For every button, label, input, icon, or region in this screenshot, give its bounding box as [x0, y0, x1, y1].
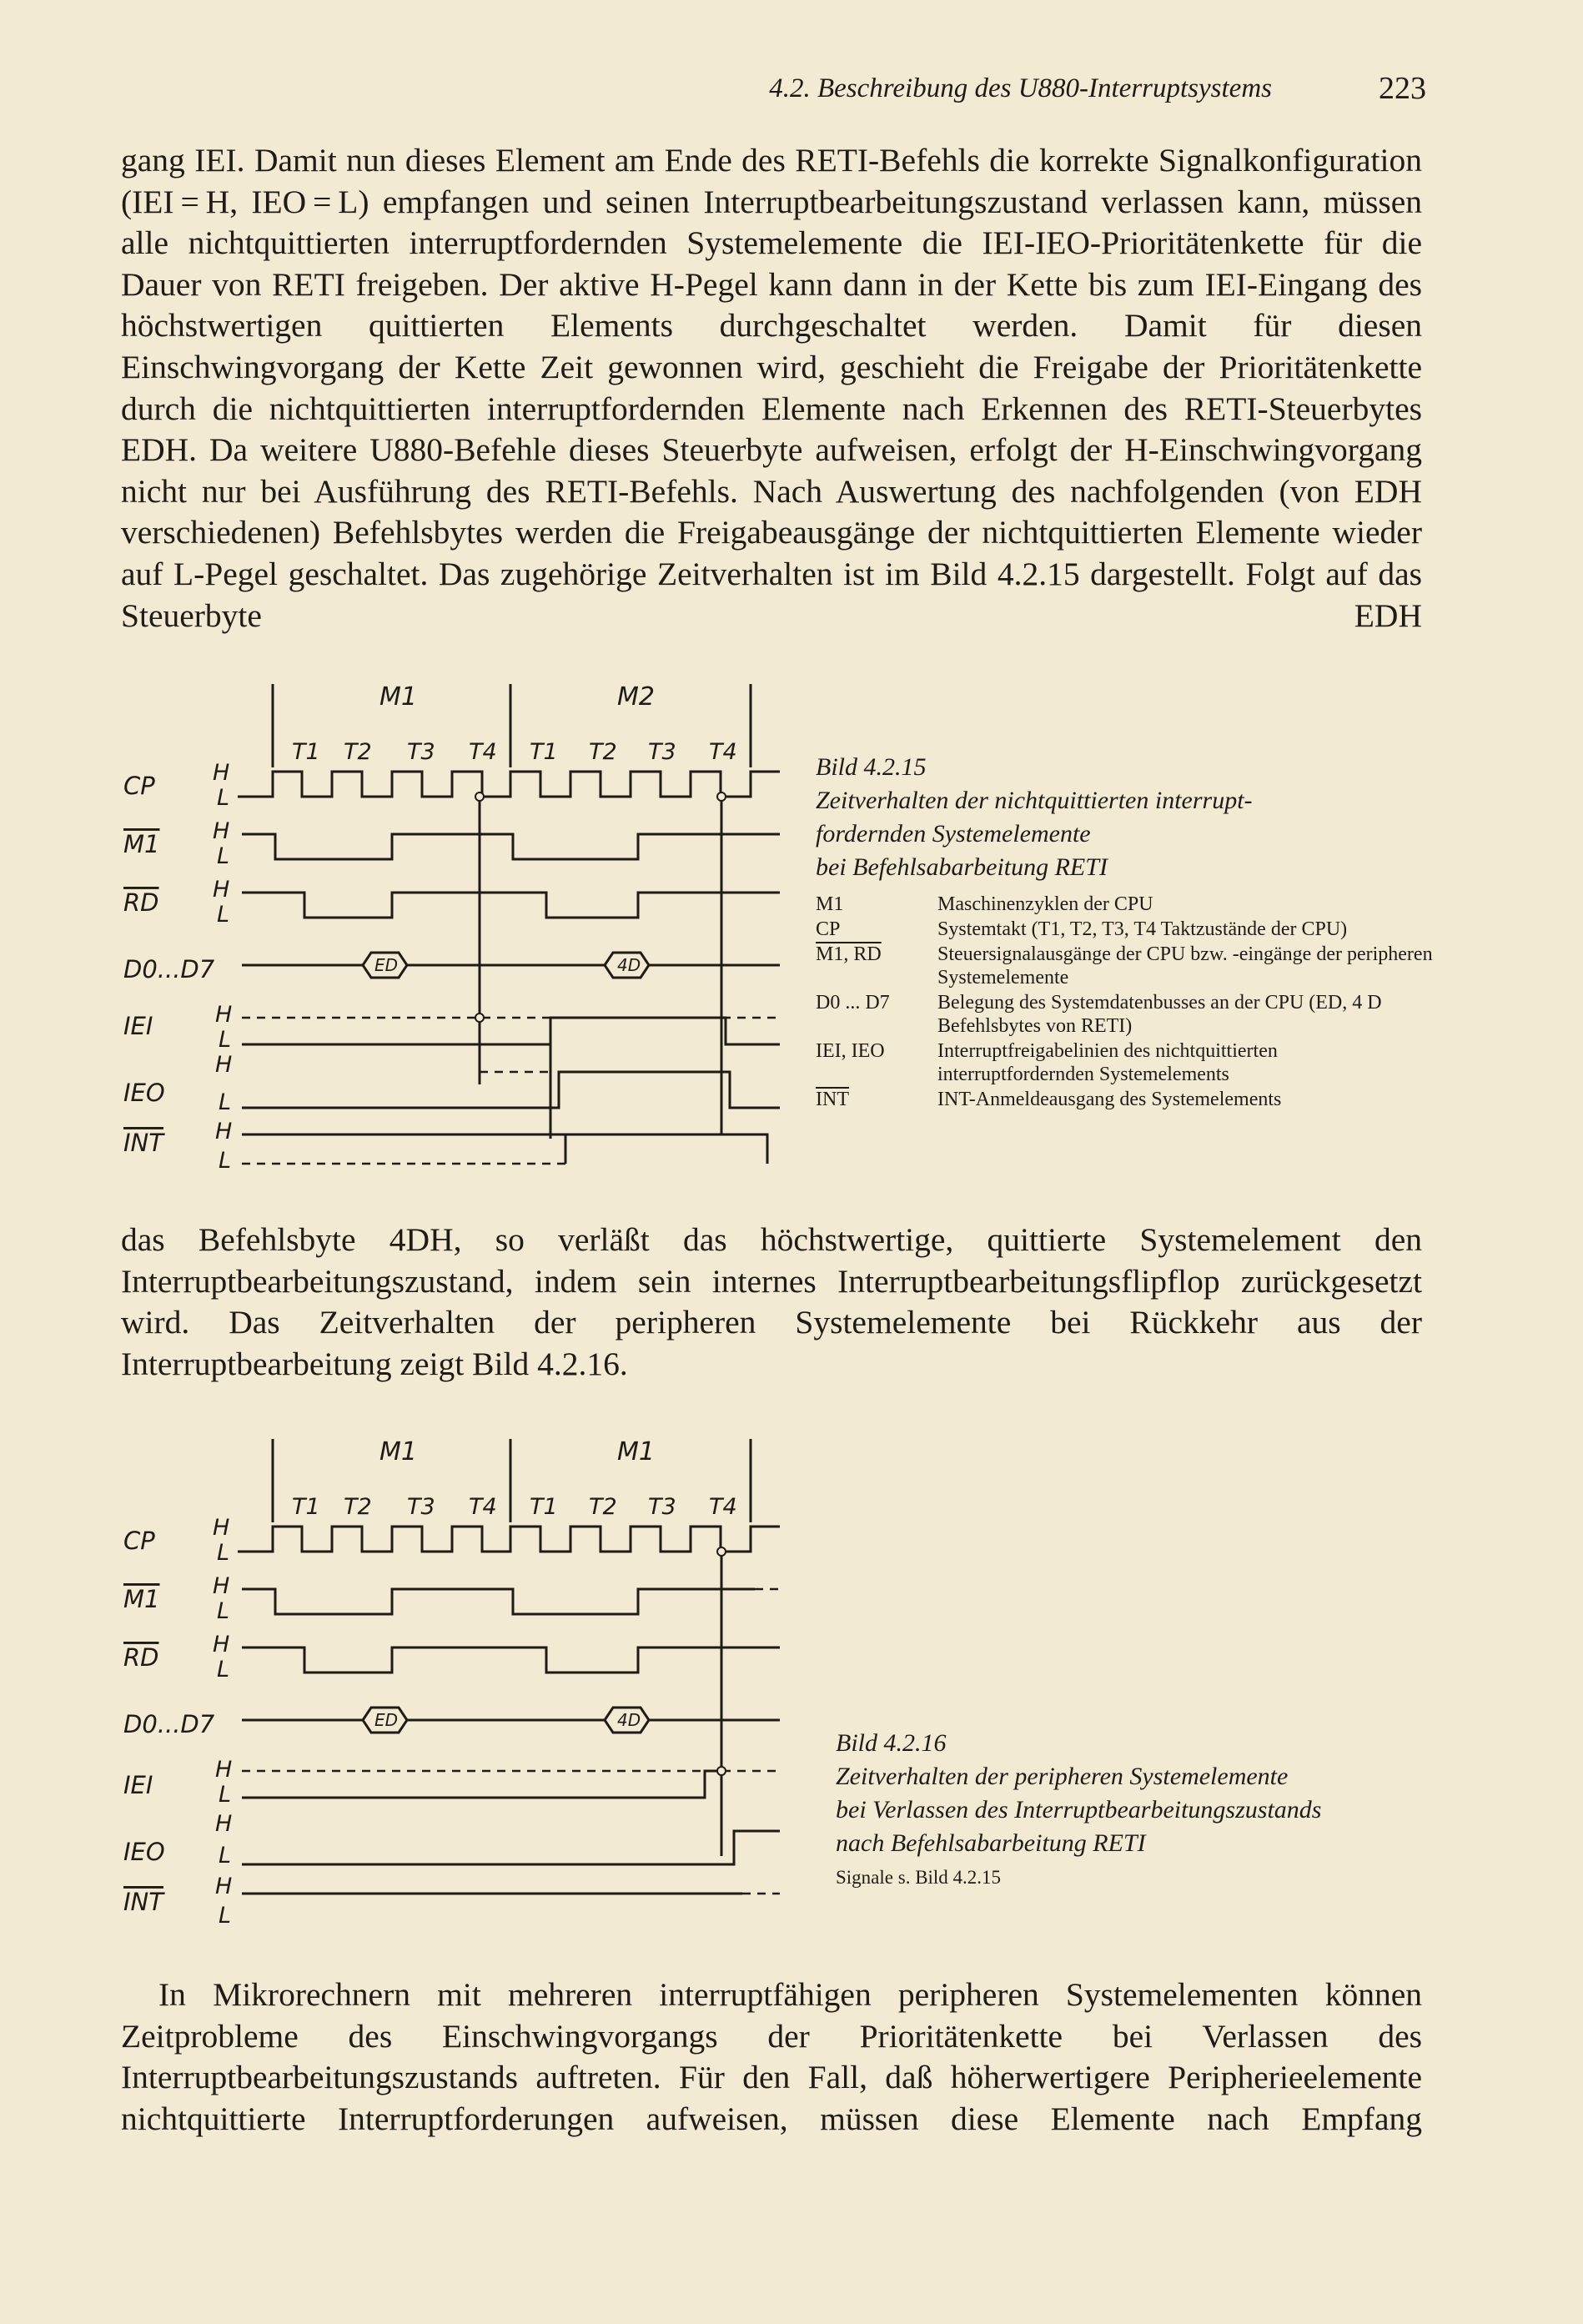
int-waveform — [242, 1134, 767, 1164]
figure-1-title: Bild 4.2.15 — [816, 753, 927, 781]
svg-text:ED: ED — [374, 1710, 399, 1730]
figure-4-2-16-timing-diagram — [0, 1422, 817, 1939]
svg-text:4D: 4D — [617, 1710, 641, 1730]
svg-text:T1: T1 — [530, 1494, 558, 1520]
legend-row: M1 Maschinenzyklen der CPU — [816, 893, 1153, 915]
figure-1-legend — [816, 893, 1433, 1113]
signal-label-m1: M1 — [123, 1585, 160, 1613]
figure-2-caption-line: bei Verlassen des Interruptbearbeitungszustands — [836, 1796, 1322, 1823]
svg-text:T3: T3 — [407, 1494, 435, 1520]
svg-text:H: H — [215, 1811, 233, 1837]
svg-text:L: L — [217, 1540, 230, 1566]
signal-label-cp: CP — [123, 1527, 155, 1555]
svg-text:4D: 4D — [617, 955, 641, 975]
svg-text:ED: ED — [374, 955, 399, 975]
cp-waveform — [238, 1527, 780, 1552]
svg-text:H: H — [215, 1874, 233, 1899]
svg-text:T4: T4 — [469, 1494, 497, 1520]
level-labels — [213, 760, 232, 1174]
svg-text:H: H — [213, 760, 230, 786]
signal-label-data-bus: D0...D7 — [123, 1710, 215, 1738]
rd-waveform — [242, 893, 780, 918]
svg-text:L: L — [219, 1903, 232, 1929]
figure-1-caption — [816, 751, 1253, 884]
t-state-labels — [292, 1494, 737, 1520]
paragraph-2: das Befehlsbyte 4DH, so verläßt das höchstwertige, quittierte Systemelement den Interruptbearbeitungszustand, indem sein internes Interruptbearbeitungsflipflop zurückgesetzt wird. Das Zeitverhalten der peripheren Systemelemente bei Rückkehr aus der Interruptbearbeitung zeigt Bild 4.2.16. — [121, 1221, 1422, 1382]
legend-row: IEI, IEO Interruptfreigabelinien des nichtquittierten interruptfordernden Systemelements — [816, 1040, 1278, 1085]
signal-label-rd: RD — [123, 888, 159, 917]
legend-row: D0 ... D7 Belegung des Systemdatenbusses an der CPU (ED, 4 D Befehlsbytes von RETI) — [816, 992, 1382, 1037]
svg-text:T2: T2 — [589, 1494, 617, 1520]
timing-markers — [717, 1547, 726, 1856]
figure-2-title: Bild 4.2.16 — [836, 1729, 947, 1757]
figure-1-caption-line: Zeitverhalten der nichtquittierten interrupt- — [816, 787, 1253, 814]
svg-text:H: H — [213, 1515, 230, 1541]
legend-row: CP Systemtakt (T1, T2, T3, T4 Taktzustände der CPU) — [816, 918, 1348, 940]
signal-label-ieo: IEO — [123, 1079, 165, 1107]
svg-text:T2: T2 — [589, 739, 617, 765]
figure-2-caption — [836, 1727, 1321, 1860]
figure-1-caption-line: fordernden Systemelemente — [816, 820, 1091, 848]
svg-text:H: H — [215, 1002, 233, 1028]
svg-text:T3: T3 — [407, 739, 435, 765]
svg-text:L: L — [219, 1782, 232, 1808]
svg-text:L: L — [217, 1657, 230, 1683]
paragraph-1: gang IEI. Damit nun dieses Element am Ende des RETI-Befehls die korrekte Signalkonfiguration (IEI = H, IEO = L) empfangen und seinen Interruptbearbeitungszustand verlassen kann, müssen alle nichtquittierten interruptfordernden Systemelemente die IEI-IEO-Prioritätenkette für die Dauer von RETI freigeben. Der aktive H-Pegel kann dann in der Kette bis zum IEI-Eingang des höchstwertigen quittierten Elements durchgeschaltet werden. Damit für diesen Einschwingvorgang der Kette Zeit gewonnen wird, geschieht die Freigabe der Prioritätenkette durch die nichtquittierten interruptfordernden Elemente nach Erkennen des RETI-Steuerbytes EDH. Da weitere U880-Befehle dieses Steuerbyte aufweisen, erfolgt der H-Einschwingvorgang nicht nur bei Ausführung des RETI-Befehls. Nach Auswertung des nachfolgenden (von EDH verschiedenen) Befehlsbytes werden die Freigabeausgänge der nichtquittierten Elemente wieder auf L-Pegel geschaltet. Das zugehörige Zeitverhalten ist im Bild 4.2.15 dargestellt. Folgt auf das Steuerbyte EDH — [121, 142, 1422, 634]
ieo-waveform — [242, 1072, 780, 1108]
svg-text:T4: T4 — [709, 739, 737, 765]
svg-text:T2: T2 — [344, 1494, 372, 1520]
t-state-labels — [292, 739, 737, 765]
signal-label-m1: M1 — [123, 830, 160, 858]
svg-text:L: L — [217, 843, 230, 869]
svg-text:T4: T4 — [469, 739, 497, 765]
figure-4-2-15-timing-diagram — [0, 667, 817, 1176]
paragraph-3: In Mikrorechnern mit mehreren interruptfähigen peripheren Systemelementen können Zeitprobleme des Einschwingvorgangs der Prioritätenkette bei Verlassen des Interruptbearbeitungszustands auftreten. Für den Fall, daß höherwertigere Peripherieelemente nichtquittierte Interruptforderungen aufweisen, müssen diese Elemente nach Empfang — [121, 1976, 1422, 2137]
figure-1-caption-line: bei Befehlsabarbeitung RETI — [816, 853, 1108, 881]
figure-2-caption-line: nach Befehlsabarbeitung RETI — [836, 1829, 1146, 1857]
svg-text:T4: T4 — [709, 1494, 737, 1520]
svg-text:H: H — [215, 1757, 233, 1783]
svg-text:H: H — [213, 1573, 230, 1599]
figure-2-note: Signale s. Bild 4.2.15 — [836, 1867, 1002, 1888]
m1-waveform — [242, 834, 780, 859]
signal-label-int: INT — [123, 1888, 163, 1916]
svg-text:T3: T3 — [648, 1494, 676, 1520]
svg-text:T2: T2 — [344, 739, 372, 765]
page-number: 223 — [1379, 71, 1426, 106]
svg-text:T3: T3 — [648, 739, 676, 765]
cycle-label: M1 — [379, 682, 417, 712]
svg-text:T1: T1 — [292, 1494, 320, 1520]
section-title: 4.2. Beschreibung des U880-Interruptsystems — [769, 73, 1272, 103]
svg-text:T1: T1 — [530, 739, 558, 765]
data-bus-waveform — [242, 1708, 780, 1733]
data-bus-waveform — [242, 953, 780, 978]
m1-waveform — [242, 1589, 780, 1614]
legend-row: $\overline{INT}$ INT-Anmeldeausgang des Systemelements — [816, 1089, 1282, 1110]
legend-row: M1, RD Steuersignalausgänge der CPU bzw. -eingänge der peripheren Systemelemente — [816, 943, 1433, 988]
running-header — [734, 73, 1426, 115]
svg-text:L: L — [219, 1089, 232, 1115]
svg-text:H: H — [215, 1119, 233, 1144]
svg-text:L: L — [217, 1598, 230, 1624]
iei-waveform — [242, 1771, 780, 1798]
signal-label-data-bus: D0...D7 — [123, 955, 215, 983]
svg-text:L: L — [219, 1843, 232, 1869]
svg-text:T1: T1 — [292, 739, 320, 765]
cycle-label: M1 — [617, 1437, 655, 1466]
svg-text:H: H — [213, 877, 230, 903]
svg-text:L: L — [217, 902, 230, 928]
svg-text:H: H — [215, 1052, 233, 1078]
signal-label-ieo: IEO — [123, 1838, 165, 1866]
signal-label-int: INT — [123, 1129, 163, 1157]
svg-text:L: L — [219, 1148, 232, 1174]
figure-2-caption-line: Zeitverhalten der peripheren Systemelemente — [836, 1763, 1289, 1790]
iei-waveform — [242, 1018, 780, 1044]
svg-text:H: H — [213, 818, 230, 844]
svg-text:L: L — [219, 1027, 232, 1053]
signal-label-iei: IEI — [123, 1771, 153, 1799]
ieo-waveform — [242, 1831, 780, 1864]
cycle-label: M1 — [379, 1437, 417, 1466]
signal-label-cp: CP — [123, 772, 155, 800]
cycle-label: M2 — [617, 682, 655, 712]
svg-text:H: H — [213, 1632, 230, 1657]
signal-label-iei: IEI — [123, 1012, 153, 1040]
cp-waveform — [238, 772, 780, 797]
signal-label-rd: RD — [123, 1643, 159, 1672]
level-labels — [213, 1515, 232, 1929]
svg-text:L: L — [217, 785, 230, 811]
rd-waveform — [242, 1647, 780, 1673]
